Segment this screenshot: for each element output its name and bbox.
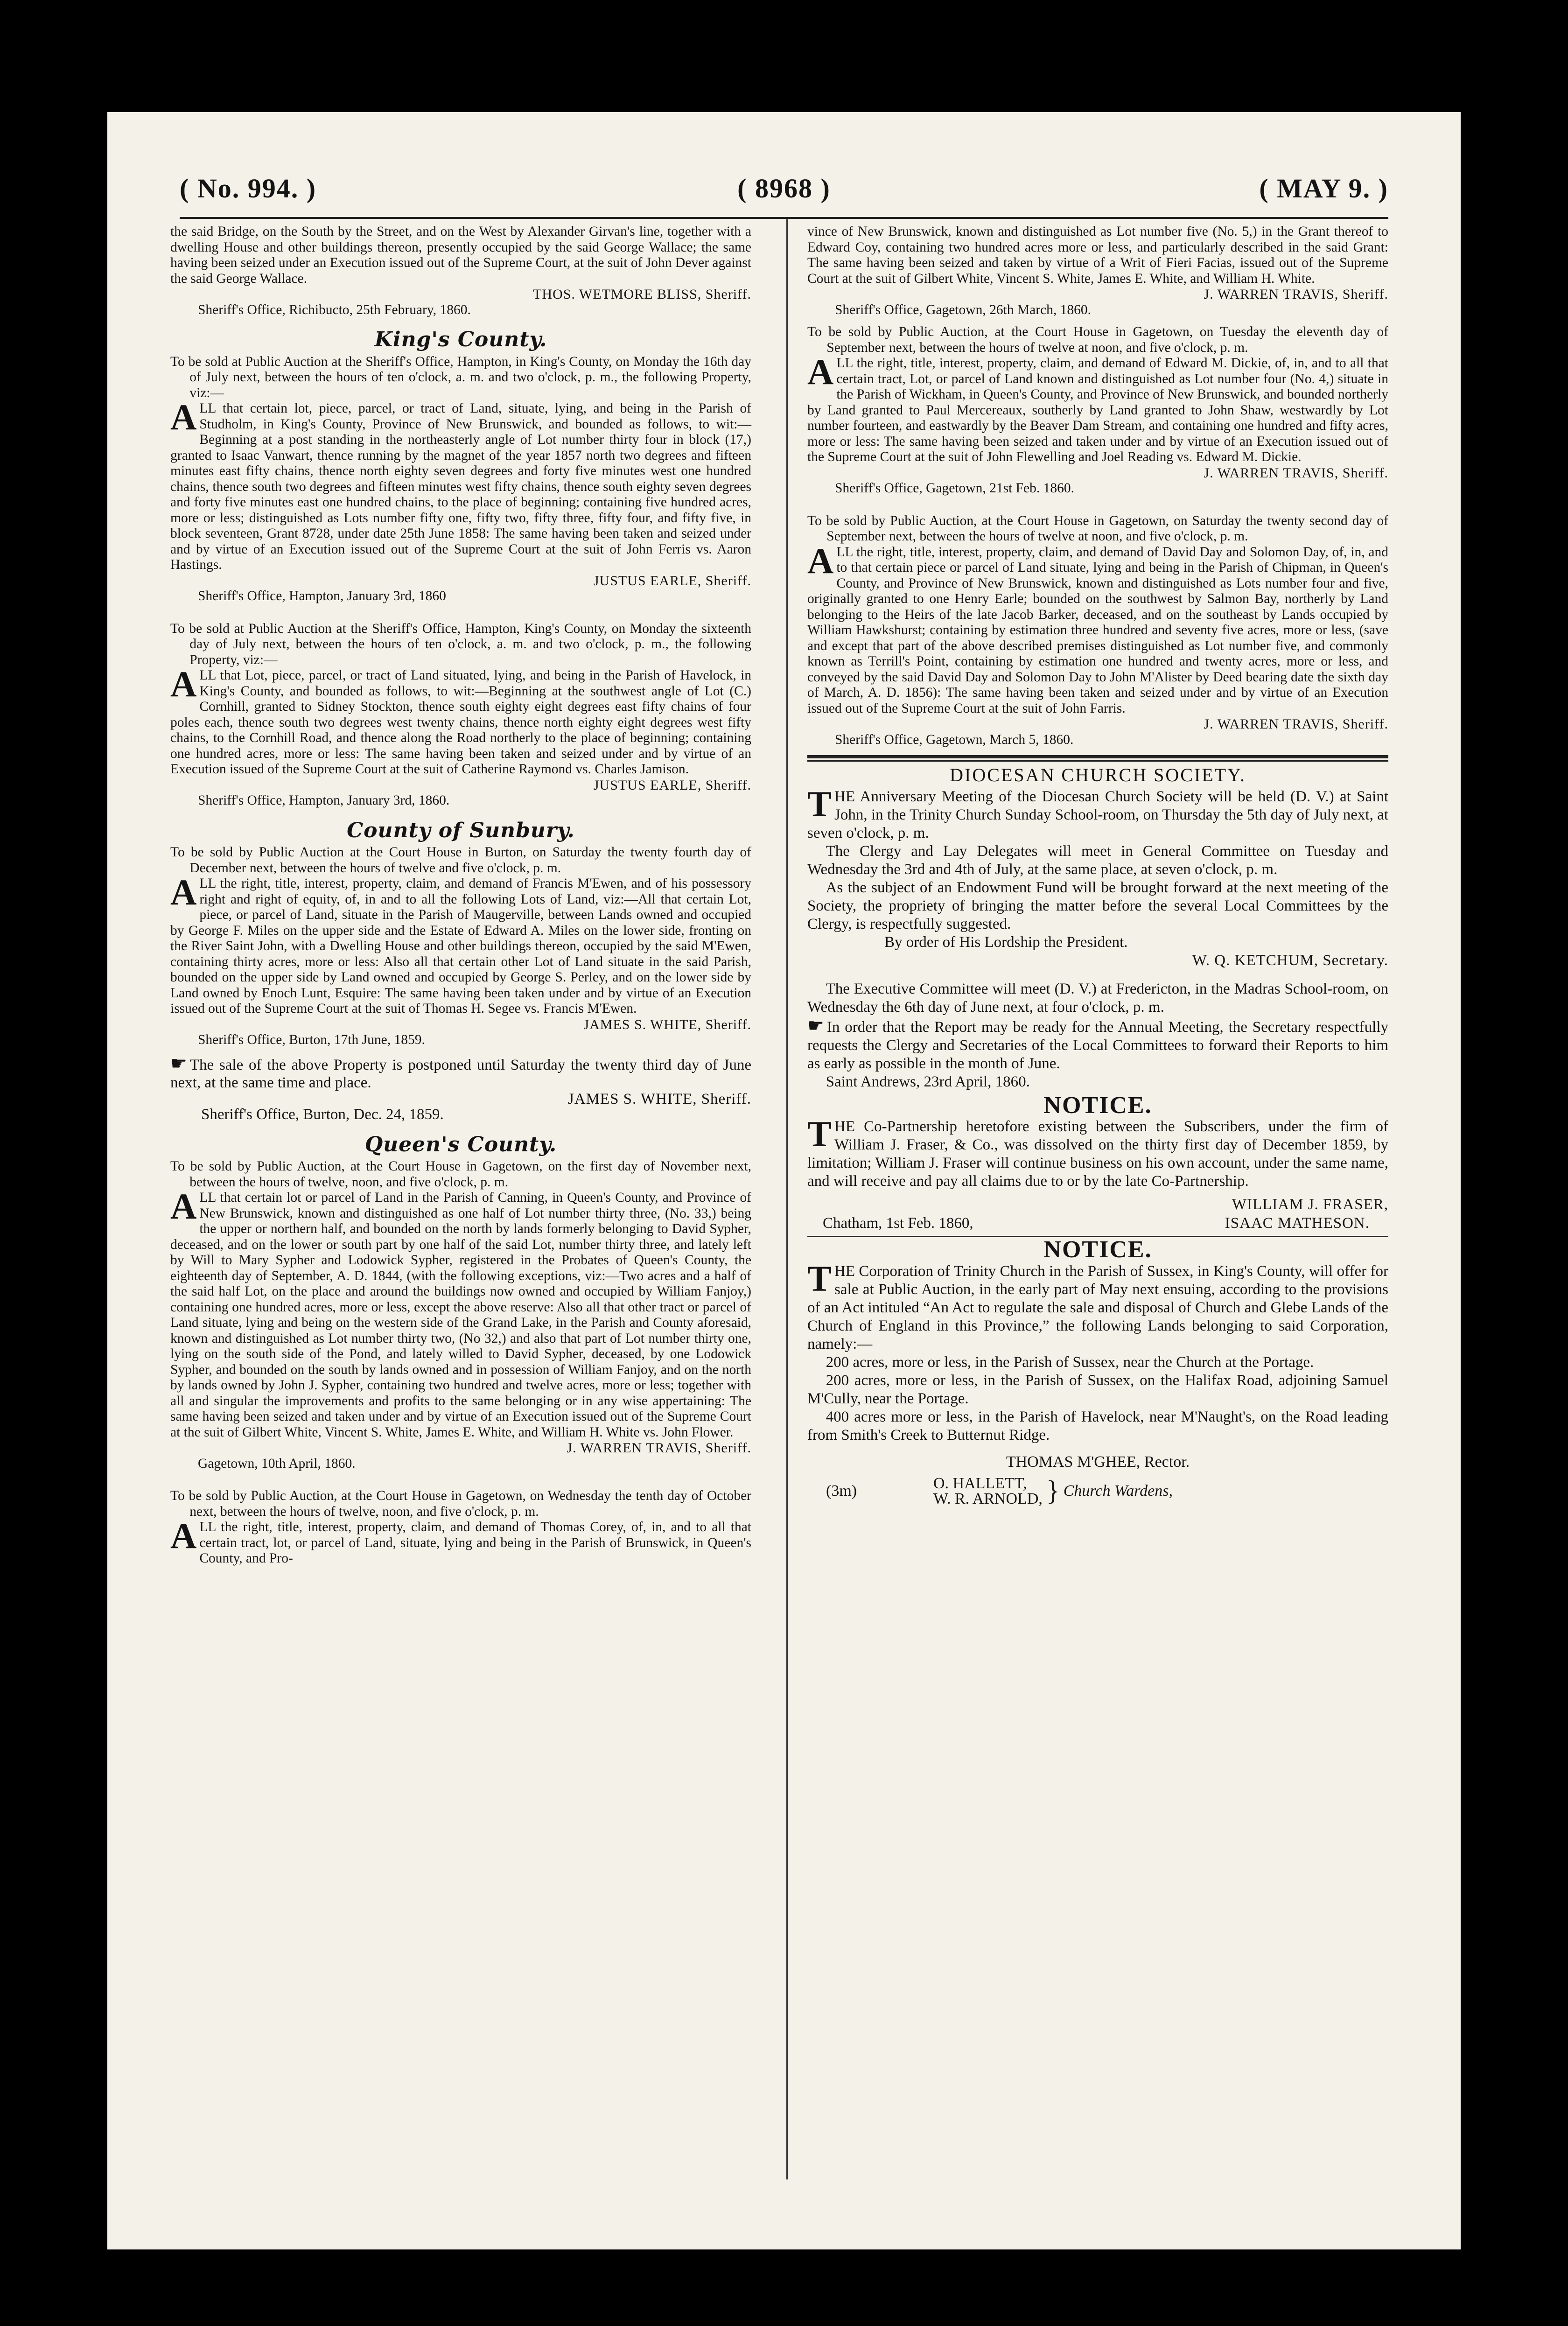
drop-cap: A <box>170 872 197 912</box>
land-item: 200 acres, more or less, in the Parish of Sussex, near the Church at the Portage. <box>826 1353 1314 1371</box>
partnership-notice <box>807 1092 1388 1232</box>
pointing-hand-icon: ☛ <box>807 1015 824 1036</box>
notice-paragraph: HE Co-Partnership heretofore existing between the Subscribers, under the firm of William J. Fraser, & Co., was dissolved on the thirty first day of December 1859, by limitation; William J. Fraser will continue business on his own account, under the same name, and will receive and pay all claims due to or by the late Co-Partnership. <box>807 1118 1388 1190</box>
notice-heading: DIOCESAN CHURCH SOCIETY. <box>950 764 1246 785</box>
sale-body: LL the right, title, interest, property, claim, and demand of Thomas Corey, of, in, and to all that certain tract, lot, or parcel of Land, situate, lying and being in the Parish of Brunswick, in Queen's County, and Pro- <box>199 1520 751 1566</box>
right-column <box>807 224 1388 1507</box>
notice-paragraph: HE Corporation of Trinity Church in the Parish of Sussex, in King's County, will offer for sale at Public Auction, in the early part of May next ensuing, according to the provisions of an Act intituled “An Act to regulate the sale and disposal of Church and Glebe Lands of the Church of England in this Province,” the following Lands belonging to said Corporation, namely:— <box>807 1262 1388 1352</box>
section-rule <box>807 760 1388 762</box>
office-dateline: Gagetown, 10th April, 1860. <box>198 1456 356 1471</box>
land-item: 400 acres more or less, in the Parish of Havelock, near M'Naught's, on the Road leading from Smith's Creek to Butternut Ridge. <box>807 1408 1388 1443</box>
sale-intro: To be sold by Public Auction at the Court House in Burton, on Saturday the twenty fourth day of December next, between the hours of twelve and five o'clock, p. m. <box>170 845 751 876</box>
paragraph: the said Bridge, on the South by the Street, and on the West by Alexander Girvan's line, together with a dwelling House and other buildings thereon, presently occupied by the said George Wallace; the same having been seized under an Execution issued out of the Supreme Court, at the suit of John Dever against the said George Wallace. <box>170 224 751 286</box>
notice-dateline: Chatham, 1st Feb. 1860, <box>823 1214 973 1232</box>
county-heading-kings: King's County. <box>374 328 547 351</box>
sale-intro: To be sold by Public Auction, at the Court House in Gagetown, on the first day of November next, between the hours of twelve, noon, and five o'clock, p. m. <box>170 1159 751 1190</box>
office-dateline: Sheriff's Office, Gagetown, 26th March, 1860. <box>835 302 1092 317</box>
notice-date: Saint Andrews, 23rd April, 1860. <box>826 1073 1030 1090</box>
county-heading-sunbury: County of Sunbury. <box>347 818 575 842</box>
signature: ISAAC MATHESON. <box>1225 1214 1370 1232</box>
section-rule <box>807 755 1388 758</box>
postponement-note: The sale of the above Property is postponed until Saturday the twenty third day of June next, at the same time and place. <box>170 1056 751 1091</box>
sale-body: LL the right, title, interest, property, claim, and demand of Edward M. Dickie, of, in, and to all that certain tract, Lot, or parcel of Land known and distinguished as Lot number four (No. 4,) situate in the Parish of Wickham, in Queen's County, and Province of New Brunswick, and bounded northerly by Land granted to Paul Mercereaux, southerly by Land granted to John Shaw, westwardly by Lot number fourteen, and eastwardly by the Beaver Dam Stream, and containing one hundred and fifty acres, more or less: The same having been seized and taken under and by virtue of an Execution issued out of the Supreme Court at the suit of John Flewelling and Joel Reading vs. Edward M. Dickie. <box>807 356 1388 464</box>
drop-cap: T <box>807 1258 832 1299</box>
signature: JUSTUS EARLE, Sheriff. <box>593 777 751 793</box>
signature: J. WARREN TRAVIS, Sheriff. <box>1204 287 1388 302</box>
signature: J. WARREN TRAVIS, Sheriff. <box>1204 465 1388 481</box>
signature: THOS. WETMORE BLISS, Sheriff. <box>533 287 751 302</box>
issue-date: ( MAY 9. ) <box>1259 173 1388 203</box>
paragraph: vince of New Brunswick, known and distinguished as Lot number five (No. 5,) in the Grant thereof to Edward Coy, containing two hundred acres more or less, and particularly described in the said Grant: The same having been seized and taken by virtue of a Writ of Fieri Facias, issued out of the Supreme Court at the suit of Gilbert White, Vincent S. White, James E. White, and William H. White. <box>807 224 1388 286</box>
drop-cap: A <box>170 397 197 437</box>
drop-cap: T <box>807 1114 832 1154</box>
office-dateline: Sheriff's Office, Hampton, January 3rd, 1860 <box>198 589 446 603</box>
signature: J. WARREN TRAVIS, Sheriff. <box>1204 716 1388 732</box>
sale-body: LL the right, title, interest, property, claim, and demand of David Day and Solomon Day, of, in, and to that certain piece or parcel of Land situate, lying and being in the Parish of Chipman, in Queen's County, and Province of New Brunswick, known and distinguished as Lots number four and five, originally granted to one Henry Earle; bounded on the southwest by Salmon Bay, northerly by Land belonging to the Heirs of the late Jacob Barker, deceased, and on the southeast by Lands occupied by William Hawkshurst; containing by estimation three hundred and seventy five acres, more or less, (save and except that part of the above described premises distinguished as Lot number five, and commonly known as Terrill's Point, containing by estimation one hundred and twenty acres, more or less, and conveyed by the said David Day and Solomon Day to John M'Alister by Deed bearing date the sixth day of March, A. D. 1856): The same having been taken and seized under and by virtue of an Execution issued out of the Supreme Court at the suit of John Farris. <box>807 544 1388 716</box>
page-number: ( 8968 ) <box>737 173 831 203</box>
sale-intro: To be sold by Public Auction, at the Court House in Gagetown, on Saturday the twenty second day of September next, between the hours of twelve at noon, and five o'clock, p. m. <box>807 513 1388 544</box>
notice-paragraph: As the subject of an Endowment Fund will be brought forward at the next meeting of the Society, the propriety of bringing the matter before the several Local Committees by the Clergy, is respectfully suggested. <box>807 879 1388 932</box>
sale-intro: To be sold at Public Auction at the Sheriff's Office, Hampton, King's County, on Monday the sixteenth day of July next, between the hours of ten o'clock, a. m. and two o'clock, p. m., the following Property, viz:— <box>170 621 751 667</box>
signature: J. WARREN TRAVIS, Sheriff. <box>567 1440 751 1456</box>
signature: JAMES S. WHITE, Sheriff. <box>567 1090 751 1107</box>
signature: JAMES S. WHITE, Sheriff. <box>583 1016 751 1032</box>
sale-intro: To be sold at Public Auction at the Sheriff's Office, Hampton, in King's County, on Monday the 16th day of July next, between the hours of ten o'clock, a. m. and two o'clock, p. m., the following Property, viz:— <box>170 354 751 400</box>
church-wardens <box>807 1476 1388 1507</box>
warden-name: O. HALLETT, <box>933 1474 1027 1492</box>
sale-intro: To be sold by Public Auction, at the Court House in Gagetown, on Wednesday the tenth day of October next, between the hours of twelve, noon, and five o'clock, p. m. <box>170 1488 751 1519</box>
notice-heading: NOTICE. <box>1043 1236 1152 1263</box>
office-dateline: Sheriff's Office, Gagetown, March 5, 1860. <box>835 732 1074 747</box>
sale-intro: To be sold by Public Auction, at the Court House in Gagetown, on Tuesday the eleventh day of September next, between the hours of twelve at noon, and five o'clock, p. m. <box>807 324 1388 355</box>
diocesan-notice <box>807 764 1388 1091</box>
drop-cap: A <box>807 540 834 581</box>
drop-cap: A <box>170 1515 197 1556</box>
drop-cap: A <box>807 351 834 392</box>
sale-body: LL that certain lot or parcel of Land in the Parish of Canning, in Queen's County, and Province of New Brunswick, known and distinguished as one half of Lot number thirty three, (No. 33,) being the upper or northern half, and bounded on the north by lands formerly belonging to David Sypher, deceased, and on the lower or south part by one half of the said Lot, number thirty three, and lately left by Will to Mary Sypher and Lodowick Sypher, registered in the Probates of Queen's County, the eighteenth day of September, A. D. 1844, (with the following exceptions, viz:—Two acres and a half of the said half Lot, on the place and around the buildings now owned and occupied by William Fanjoy,) containing one hundred acres, more or less, except the above reserve: Also all that other tract or parcel of Land situate, lying and being on the western side of the Grand Lake, in the Parish and County aforesaid, known and distinguished as Lot number thirty two, (No 32,) and also that part of Lot number thirty one, lying on the south side of the Pond, and lately willed to David Sypher, deceased, by one Lodowick Sypher, and bounded on the south by lands owned and in possession of William Fanjoy, and on the north by lands owned by John J. Sypher, containing two hundred and twelve acres, more or less; together with all and singular the improvements and profits to the same belonging or in any wise appertaining: The same having been seized and taken under and by virtue of an Execution issued out of the Supreme Court at the suit of Gilbert White, Vincent S. White, James E. White, and William H. White vs. John Flower. <box>170 1190 751 1440</box>
signature: WILLIAM J. FRASER, <box>1232 1196 1388 1213</box>
drop-cap: A <box>170 664 197 704</box>
drop-cap: A <box>170 1186 197 1226</box>
notice-paragraph: HE Anniversary Meeting of the Diocesan Church Society will be held (D. V.) at Saint John, in the Trinity Church Sunday School-room, on Thursday the 5th day of July next, at seven o'clock, p. m. <box>807 788 1388 841</box>
office-dateline: Sheriff's Office, Hampton, January 3rd, 1860. <box>198 793 450 808</box>
office-dateline: Sheriff's Office, Burton, 17th June, 1859. <box>198 1032 425 1047</box>
sale-body: LL the right, title, interest, property, claim, and demand of Francis M'Ewen, and of his possessory right and right of equity, of, in and to all the following Lots of Land, viz:—All that certain Lot, piece, or parcel of Land, situate in the Parish of Maugerville, between Lands owned and occupied by George F. Miles on the upper side and the Estate of Edward A. Miles on the lower side, fronting on the River Saint John, with a Dwelling House and other buildings thereon, occupied by the said M'Ewen, containing thirty acres, more or less: Also all that certain other Lot of Land situate in the said Parish, bounded on the upper side by Land owned and occupied by George S. Perley, and on the lower side by Land owned by Enoch Lunt, Esquire: The same having been taken under and by virtue of an Execution issued out of the Supreme Court at the suit of Thomas H. Segee vs. Francis M'Ewen. <box>170 876 751 1016</box>
column-divider <box>786 219 788 2179</box>
pointing-hand-icon: ☛ <box>170 1052 187 1074</box>
signature: JUSTUS EARLE, Sheriff. <box>593 573 751 589</box>
wardens-label: Church Wardens, <box>1063 1482 1173 1500</box>
land-item: 200 acres, more or less, in the Parish of Sussex, on the Halifax Road, adjoining Samuel M'Cully, near the Portage. <box>807 1372 1388 1407</box>
county-heading-queens: Queen's County. <box>364 1132 557 1156</box>
notice-paragraph: The Clergy and Lay Delegates will meet in General Committee on Tuesday and Wednesday the 3rd and 4th of July, at the same place, at seven o'clock, p. m. <box>807 842 1388 878</box>
office-dateline: Sheriff's Office, Gagetown, 21st Feb. 1860. <box>835 481 1075 496</box>
office-dateline: Sheriff's Office, Burton, Dec. 24, 1859. <box>201 1106 444 1123</box>
newspaper-page <box>107 112 1461 2249</box>
notice-order: By order of His Lordship the President. <box>884 933 1128 951</box>
drop-cap: T <box>807 783 832 824</box>
office-dateline: Sheriff's Office, Richibucto, 25th February, 1860. <box>198 302 471 317</box>
left-column <box>170 224 751 1567</box>
signature: W. Q. KETCHUM, Secretary. <box>1192 952 1388 969</box>
signature: THOMAS M'GHEE, Rector. <box>1006 1453 1190 1471</box>
notice-paragraph: The Executive Committee will meet (D. V.) at Fredericton, in the Madras School-room, on Wednesday the 6th day of June next, at four o'clock, p. m. <box>807 980 1388 1016</box>
sale-body: LL that certain lot, piece, parcel, or tract of Land, situate, lying, and being in the Parish of Studholm, in King's County, Province of New Brunswick, and bounded as follows, to wit:—Beginning at a post standing in the northeasterly angle of Lot number thirty four in block (17,) granted to Isaac Vanwart, thence running by the magnet of the year 1857 north two degrees and fifteen minutes east fifty chains, thence north eighty seven degrees and forty five minutes west one hundred chains, thence south two degrees and fifteen minutes west fifty chains, thence south eighty seven degrees and forty five minutes east one hundred chains, to the place of beginning; containing five hundred acres, more or less; distinguished as Lots number fifty one, fifty two, fifty three, fifty four, and fifty five, in block seventeen, Grant 8728, under date 25th June 1858: The same having been taken and seized under and by virtue of an Execution issued out of the Supreme Court at the suit of John Ferris vs. Aaron Hastings. <box>170 401 751 572</box>
insertion-term: (3m) <box>826 1482 857 1500</box>
church-lands-notice <box>807 1236 1388 1507</box>
sale-body: LL that Lot, piece, parcel, or tract of Land situated, lying, and being in the Parish of Havelock, in King's County, and bounded as follows, to wit:—Beginning at the southwest angle of Lot (C.) Cornhill, granted to Sidney Stockton, thence south eighty eight degrees east fifty chains of four poles each, thence south two degrees west twenty chains, thence north eighty eight degrees west fifty chains, to the Cornhill Road, and thence along the Road northerly to the place of beginning; containing one hundred acres, more or less: The same having been taken and seized under and by virtue of an Execution issued of the Supreme Court at the suit of Catherine Raymond vs. Charles Jamison. <box>170 668 751 777</box>
issue-number: ( No. 994. ) <box>180 173 317 203</box>
warden-name: W. R. ARNOLD, <box>933 1490 1043 1507</box>
notice-heading: NOTICE. <box>1043 1092 1152 1119</box>
notice-paragraph: In order that the Report may be ready for the Annual Meeting, the Secretary respectfully requests the Clergy and Secretaries of the Local Committees to forward their Reports to him as early as possible in the month of June. <box>807 1018 1388 1072</box>
running-header <box>180 173 1388 215</box>
brace-glyph: } <box>1046 1475 1060 1506</box>
header-rule <box>180 217 1388 219</box>
